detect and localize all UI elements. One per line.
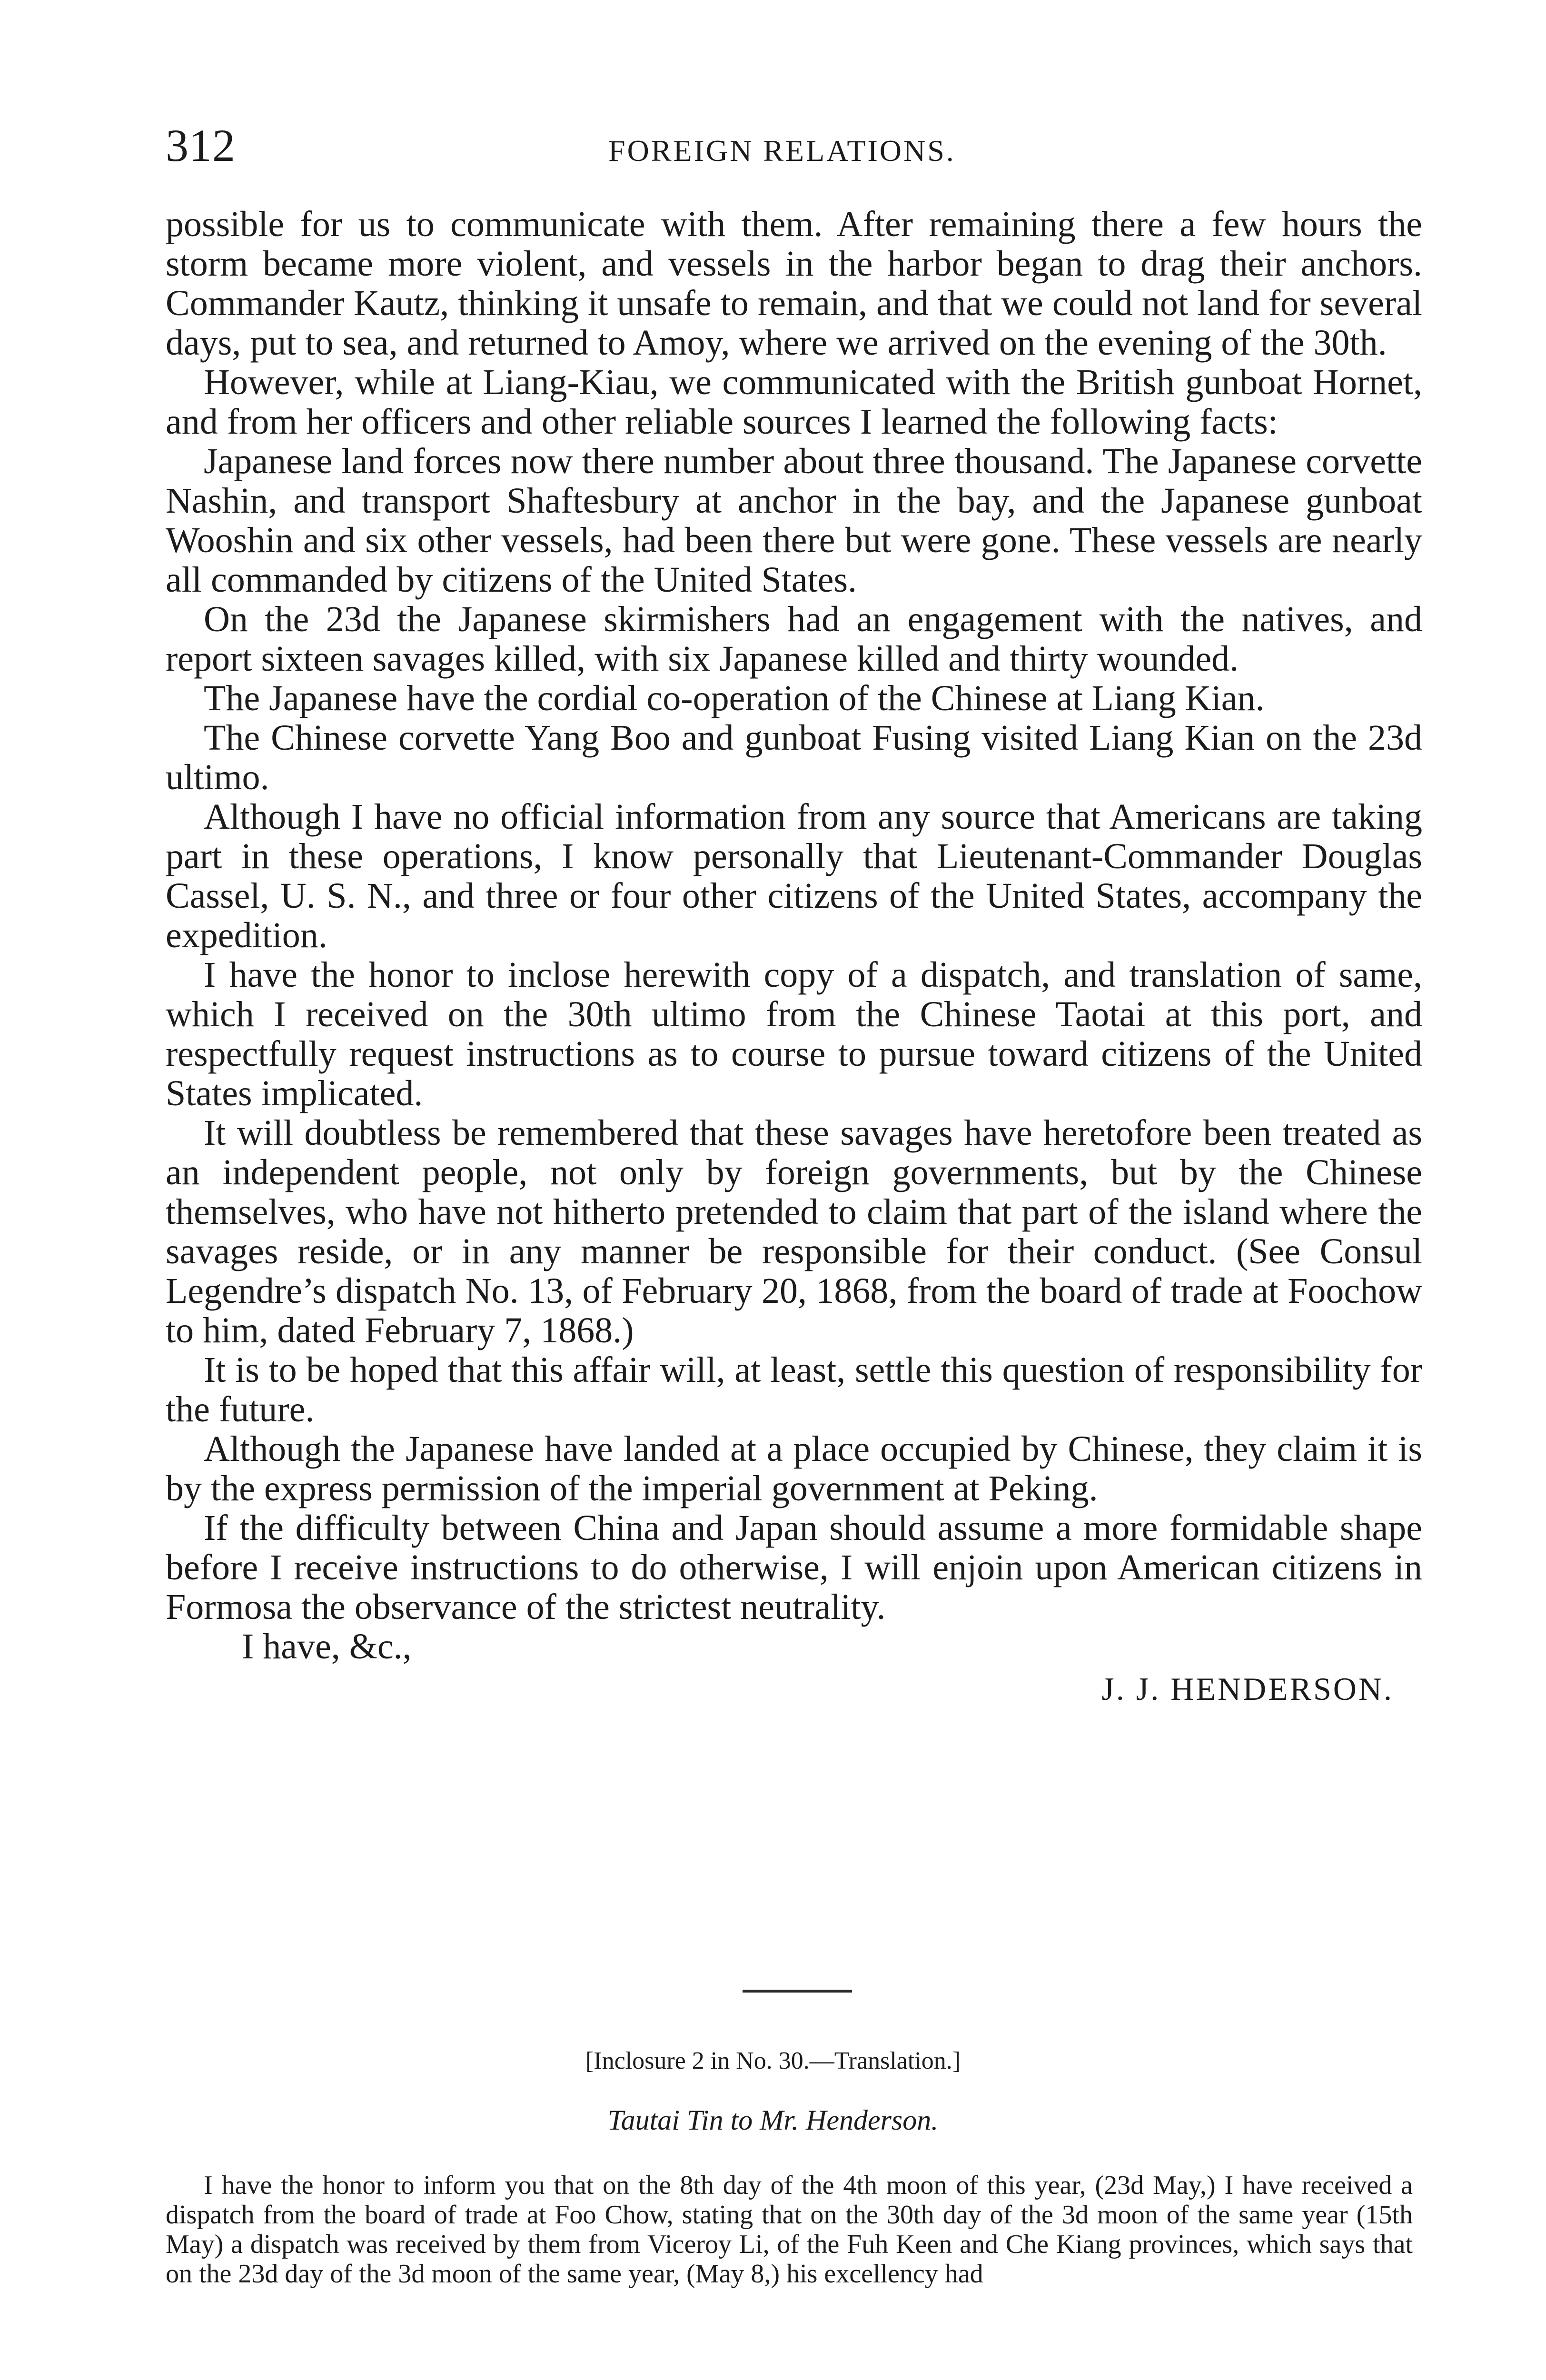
paragraph: On the 23d the Japanese skirmishers had an engagement with the natives, and report sixteen savages killed, with six Japanese killed and thirty wounded.	[166, 599, 1422, 679]
paragraph: If the difficulty between China and Japan should assume a more formidable shape before I receive instructions to do otherwise, I will enjoin upon American citizens in Formosa the observance of the strictest neutrality.	[166, 1508, 1422, 1627]
inclosure-body	[166, 2171, 1413, 2289]
paragraph: I have the honor to inclose herewith copy of a dispatch, and translation of same, which I received on the 30th ultimo from the Chinese Taotai at this port, and respectfully request instructions as to course to pursue toward citizens of the United States implicated.	[166, 955, 1422, 1113]
page-header	[166, 114, 1427, 181]
paragraph: The Japanese have the cordial co-operation of the Chinese at Liang Kian.	[204, 678, 1265, 718]
closing-line: I have, &c.,	[242, 1626, 412, 1666]
paragraph: However, while at Liang-Kiau, we communicated with the British gunboat Hornet, and from her officers and other reliable sources I learned the following facts:	[166, 362, 1422, 442]
section-divider	[743, 1990, 852, 1993]
paragraph: It will doubtless be remembered that these savages have heretofore been treated as an independent people, not only by foreign governments, but by the Chinese themselves, who have not hitherto pretended to claim that part of the island where the savages reside, or in any manner be responsible for their conduct. (See Consul Legendre’s dispatch No. 13, of February 20, 1868, from the board of trade at Foochow to him, dated February 7, 1868.)	[166, 1113, 1422, 1350]
paragraph: The Chinese corvette Yang Boo and gunboat Fusing visited Liang Kian on the 23d ultimo.	[166, 718, 1422, 797]
letter-body	[166, 205, 1422, 1709]
paragraph: It is to be hoped that this affair will, at least, settle this question of responsibility for the future.	[166, 1350, 1422, 1429]
paragraph: possible for us to communicate with them. After remaining there a few hours the storm became more violent, and vessels in the harbor began to drag their anchors. Commander Kautz, thinking it unsafe to remain, and that we could not land for several days, put to sea, and returned to Amoy, where we arrived on the evening of the 30th.	[166, 204, 1422, 363]
paragraph: Japanese land forces now there number about three thousand. The Japanese corvette Nashin, and transport Shaftesbury at anchor in the bay, and the Japanese gunboat Wooshin and six other vessels, had been there but were gone. These vessels are nearly all commanded by citizens of the United States.	[166, 441, 1422, 600]
signature: J. J. HENDERSON.	[1101, 1671, 1394, 1707]
page-number: 312	[166, 120, 236, 171]
running-head: FOREIGN RELATIONS.	[608, 134, 956, 168]
paragraph: Although the Japanese have landed at a place occupied by Chinese, they claim it is by the express permission of the imperial government at Peking.	[166, 1429, 1422, 1508]
inclosure-paragraph: I have the honor to inform you that on the 8th day of the 4th moon of this year, (23d May,) I have received a dispatch from the board of trade at Foo Chow, stating that on the 30th day of the 3d moon of the same year (15th May) a dispatch was received by them from Viceroy Li, of the Fuh Keen and Che Kiang provinces, which says that on the 23d day of the 3d moon of the same year, (May 8,) his excellency had	[166, 2171, 1413, 2289]
inclosure-heading: [Inclosure 2 in No. 30.—Translation.]	[585, 2047, 961, 2074]
inclosure-title: Tautai Tin to Mr. Henderson.	[607, 2104, 939, 2136]
paragraph: Although I have no official information from any source that Americans are taking part in these operations, I know personally that Lieutenant-Commander Douglas Cassel, U. S. N., and three or four other citizens of the United States, accompany the expedition.	[166, 797, 1422, 955]
